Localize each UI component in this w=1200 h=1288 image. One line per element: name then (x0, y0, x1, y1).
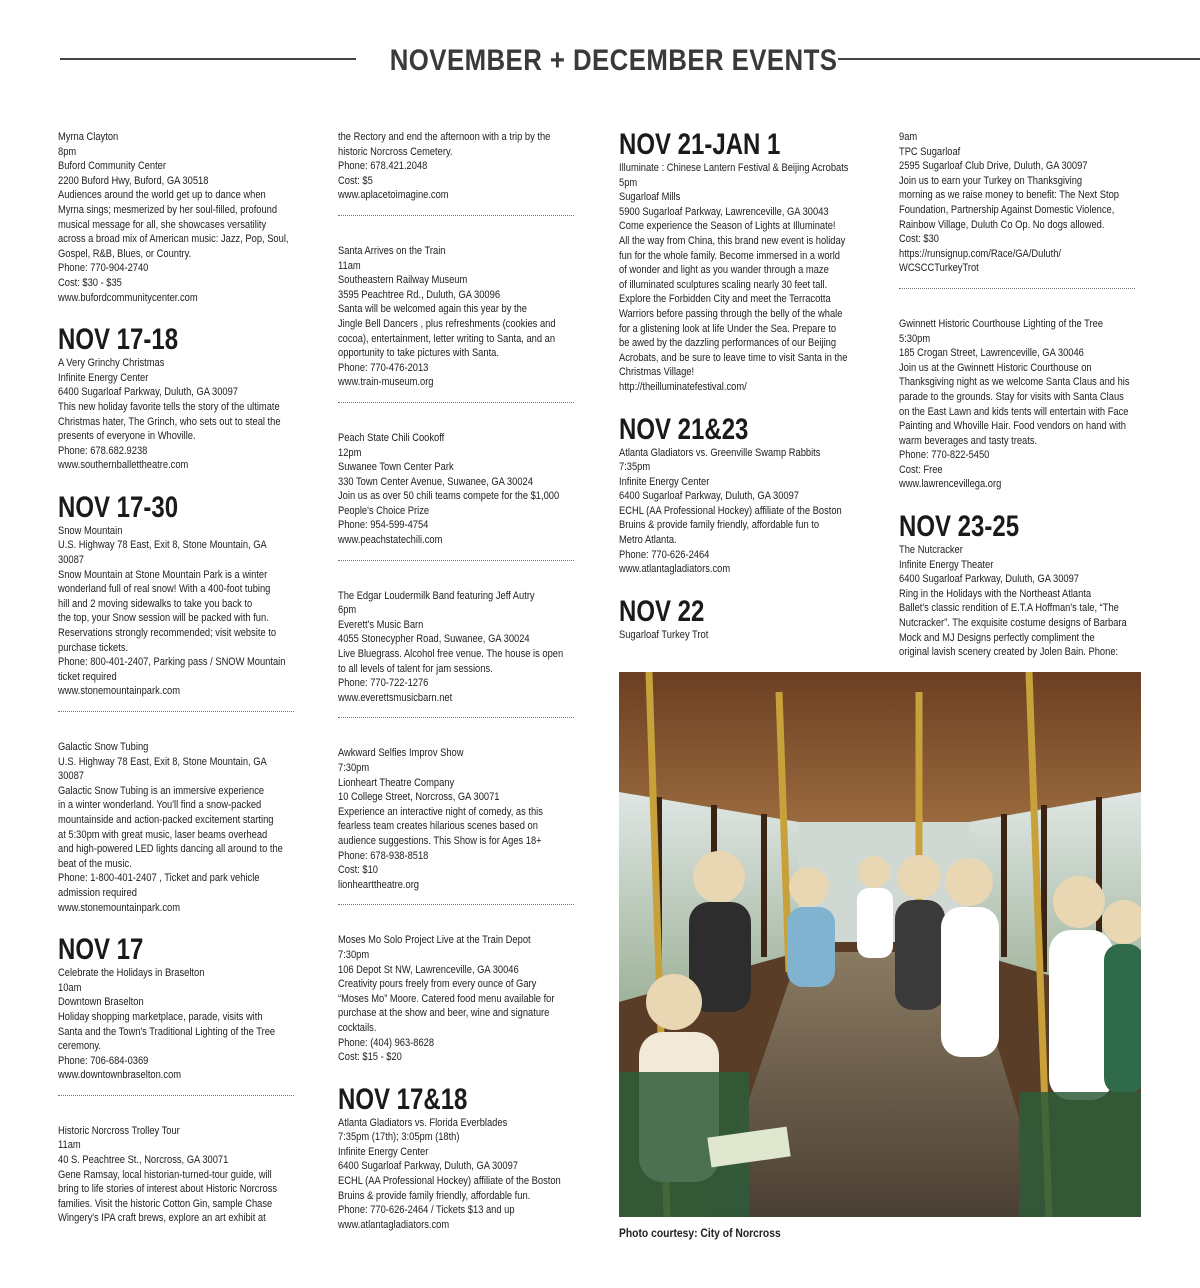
event-detail-line: Thanksgiving night as we welcome Santa Claus and his (899, 376, 1130, 389)
event-detail-line: “Moses Mo” Moore. Catered food menu available for (338, 992, 555, 1005)
event-website-link[interactable]: www.aplacetoimagine.com (338, 189, 449, 202)
event-detail-line: Suwanee Town Center Park (338, 461, 454, 474)
dotted-separator (338, 560, 574, 561)
event-detail-line: Nutcracker”. The exquisite costume designs of Barbara (899, 617, 1127, 630)
event-detail-line: on the East Lawn and kids tents will entertain with Face (899, 405, 1129, 418)
event-detail-line: TPC Sugarloaf (899, 145, 961, 158)
event-website-link[interactable]: www.stonemountainpark.com (58, 901, 181, 914)
event-detail-line: Phone: 800-401-2407, Parking pass / SNOW Mountain (58, 656, 286, 669)
event-detail-line: 10am (58, 981, 82, 994)
event-detail-line: Cost: $10 (338, 864, 378, 877)
event-detail-line: Holiday shopping marketplace, parade, visits with (58, 1010, 263, 1023)
event-detail-line: Bruins & provide family friendly, affordable fun to (619, 519, 820, 532)
event-detail-line: 40 S. Peachtree St., Norcross, GA 30071 (58, 1154, 229, 1167)
event-detail-line: Southeastern Railway Museum (338, 274, 468, 287)
header-rule-right (838, 58, 1200, 60)
event-date-heading: NOV 17 (58, 933, 144, 967)
event-detail-line: All the way from China, this brand new event is holiday (619, 234, 846, 247)
event-detail-line: Awkward Selfies Improv Show (338, 747, 464, 760)
event-block (619, 594, 869, 643)
events-column-4 (899, 130, 1139, 660)
event-detail-line: Santa and the Town's Traditional Lighting of the Tree (58, 1025, 276, 1038)
event-date-heading: NOV 17-30 (58, 490, 179, 524)
event-detail-line: A Very Grinchy Christmas (58, 357, 165, 370)
event-detail-line: of illuminated sculptures scaling nearly 30 feet tall. (619, 278, 828, 291)
event-block (619, 130, 869, 395)
event-detail-line: Illuminate : Chinese Lantern Festival & Beijing Acrobats (619, 162, 849, 174)
event-detail-line: 6pm (338, 604, 357, 617)
event-detail-line: beat of the music. (58, 857, 132, 870)
event-detail-line: Infinite Energy Theater (899, 558, 994, 571)
event-detail-line: purchase tickets. (58, 641, 129, 654)
event-detail-line: Join us as over 50 chili teams compete for the $1,000 (338, 490, 560, 503)
event-detail-line: morning as we raise money to benefit: The Next Stop (899, 189, 1119, 202)
event-detail-line: ticket required (58, 670, 117, 683)
event-detail-line: 7:30pm (338, 948, 370, 961)
events-column-2 (338, 130, 578, 1232)
event-website-link[interactable]: www.atlantagladiators.com (338, 1218, 450, 1231)
event-date-heading: NOV 23-25 (899, 510, 1020, 544)
event-detail-line: 4055 Stonecypher Road, Suwanee, GA 30024 (338, 633, 530, 646)
event-detail-line: Celebrate the Holidays in Braselton (58, 967, 205, 980)
dotted-separator (338, 402, 574, 403)
event-detail-line: Bruins & provide family friendly, affordable fun. (338, 1189, 531, 1202)
event-detail-line: 12pm (338, 446, 362, 459)
event-detail-line: The Edgar Loudermilk Band featuring Jeff Autry (338, 589, 535, 602)
event-detail-line: Phone: 678.682.9238 (58, 444, 148, 457)
event-website-link[interactable]: lionhearttheatre.org (338, 878, 420, 891)
event-block (899, 317, 1139, 492)
event-detail-line: be awed by the dazzling performances of our Beijing (619, 337, 837, 350)
event-detail-line: historic Norcross Cemetery. (338, 145, 453, 158)
event-detail-line: ceremony. (58, 1040, 101, 1053)
event-date-heading: NOV 17-18 (58, 323, 179, 357)
event-detail-line: 5900 Sugarloaf Parkway, Lawrenceville, GA 30043 (619, 205, 829, 218)
event-block (338, 933, 578, 1064)
dotted-separator (338, 717, 574, 718)
event-detail-line: Everett's Music Barn (338, 618, 424, 631)
event-detail-line: Cost: $15 - $20 (338, 1051, 402, 1064)
event-detail-line: 6400 Sugarloaf Parkway, Duluth, GA 30097 (58, 386, 239, 399)
event-detail-line: 6400 Sugarloaf Parkway, Duluth, GA 30097 (899, 573, 1080, 586)
dotted-separator (338, 215, 574, 216)
event-detail-line: in a winter wonderland. You'll find a snow-packed (58, 799, 262, 812)
event-block (58, 130, 298, 305)
event-detail-line: Phone: 678.421.2048 (338, 160, 428, 173)
event-detail-line: to all levels of talent for jam sessions. (338, 662, 493, 675)
event-block (899, 130, 1139, 276)
event-detail-line: 330 Town Center Avenue, Suwanee, GA 30024 (338, 475, 533, 488)
event-date-heading: NOV 17&18 (338, 1082, 468, 1116)
dotted-separator (58, 1095, 294, 1096)
event-detail-line: Phone: 770-822-5450 (899, 449, 990, 462)
event-detail-line: hill and 2 moving sidewalks to take you back to (58, 597, 253, 610)
event-block (58, 1124, 298, 1226)
event-detail-line: of wonder and light as you wander through a maze (619, 264, 829, 277)
event-detail-line: Peach State Chili Cookoff (338, 431, 445, 444)
event-detail-line: 3595 Peachtree Rd., Duluth, GA 30096 (338, 288, 501, 301)
event-detail-line: Downtown Braselton (58, 996, 144, 1009)
event-detail-line: 30087 (58, 554, 84, 567)
event-detail-line: Galactic Snow Tubing (58, 741, 149, 753)
event-detail-line: U.S. Highway 78 East, Exit 8, Stone Mountain, GA (58, 755, 267, 768)
event-detail-line: Snow Mountain at Stone Mountain Park is a winter (58, 568, 268, 581)
event-detail-line: 10 College Street, Norcross, GA 30071 (338, 791, 500, 804)
event-detail-line: Cost: $30 - $35 (58, 276, 122, 289)
event-detail-line: 6400 Sugarloaf Parkway, Duluth, GA 30097 (338, 1160, 519, 1173)
event-detail-line: Ring in the Holidays with the Northeast Atlanta (899, 587, 1092, 600)
event-detail-line: Santa will be welcomed again this year by the (338, 303, 527, 316)
event-detail-line: fun for the whole family. Become immersed in a world (619, 249, 840, 262)
event-detail-line: Gwinnett Historic Courthouse Lighting of the Tree (899, 317, 1104, 330)
event-detail-line: fearless team creates hilarious scenes based on (338, 820, 538, 833)
event-detail-line: Christmas hater, The Grinch, who sets out to steal the (58, 415, 281, 428)
photo-credit: Photo courtesy: City of Norcross (619, 1226, 781, 1240)
event-detail-line: 7:35pm (619, 461, 651, 474)
event-detail-line: audience suggestions. This Show is for Ages 18+ (338, 834, 542, 847)
event-detail-line: at 5:30pm with great music, laser beams overhead (58, 828, 268, 841)
event-detail-line: Live Bluegrass. Alcohol free venue. The house is open (338, 648, 564, 661)
event-detail-line: Cost: Free (899, 463, 943, 476)
event-detail-line: 7:35pm (17th); 3:05pm (18th) (338, 1131, 460, 1144)
event-website-link[interactable]: http://theilluminatefestival.com/ (619, 380, 747, 393)
event-detail-line: admission required (58, 886, 137, 899)
events-column-1 (58, 130, 298, 1226)
event-detail-line: Wingery's IPA craft brews, explore an art exhibit at (58, 1212, 266, 1225)
event-block (58, 325, 298, 473)
event-detail-line: Santa Arrives on the Train (338, 244, 446, 257)
event-detail-line: Gospel, R&B, Blues, or Country. (58, 247, 192, 260)
event-detail-line: 185 Crogan Street, Lawrenceville, GA 30046 (899, 347, 1084, 360)
event-detail-line: Christmas Village! (619, 366, 695, 379)
event-block (338, 1082, 578, 1233)
trolley-tour-photo (619, 672, 1141, 1217)
event-detail-line: original lavish scenery created by Jolen Bain. Phone: (899, 646, 1119, 659)
event-detail-line: Explore the Forbidden City and meet the Terracotta (619, 293, 831, 306)
event-detail-line: purchase at the show and beer, wine and signature (338, 1007, 550, 1020)
event-block (338, 130, 578, 203)
event-website-link[interactable]: https://runsignup.com/Race/GA/Duluth/ (899, 247, 1061, 260)
event-detail-line: Painting and Whoville Hair. Food vendors on hand with (899, 420, 1126, 433)
event-detail-line: Creativity pours freely from every ounce of Gary (338, 978, 537, 991)
event-detail-line: Atlanta Gladiators vs. Greenville Swamp Rabbits (619, 446, 821, 459)
event-detail-line: Phone: 770-904-2740 (58, 262, 149, 275)
event-detail-line: Phone: 1-800-401-2407 , Ticket and park vehicle (58, 872, 260, 885)
event-detail-line: People's Choice Prize (338, 504, 430, 517)
page-header (0, 44, 1200, 94)
event-detail-line: Moses Mo Solo Project Live at the Train Depot (338, 934, 531, 947)
event-detail-line: Phone: 770-476-2013 (338, 361, 429, 374)
event-block (619, 412, 869, 577)
event-detail-line: cocoa), entertainment, letter writing to Santa, and an (338, 332, 556, 345)
event-detail-line: Infinite Energy Center (58, 371, 149, 384)
event-detail-line: 30087 (58, 770, 84, 783)
event-detail-line: Myrna Clayton (58, 131, 119, 143)
event-date-heading: NOV 22 (619, 594, 705, 628)
event-detail-line: for a glistening look at life Under the Sea. Prepare to (619, 322, 837, 335)
event-detail-line: cocktails. (338, 1021, 377, 1034)
event-detail-line: 11am (58, 1139, 81, 1152)
event-detail-line: Cost: $30 (899, 233, 939, 246)
event-detail-line: families. Visit the historic Cotton Gin, sample Chase (58, 1197, 273, 1210)
event-detail-line: the top, your Snow session will be packed with fun. (58, 612, 269, 625)
event-detail-line: Phone: 706-684-0369 (58, 1054, 149, 1067)
event-detail-line: Experience an interactive night of comedy, as this (338, 805, 543, 818)
event-detail-line: Come experience the Season of Lights at Illuminate! (619, 220, 836, 233)
event-detail-line: Mock and MJ Designs perfectly compliment the (899, 631, 1095, 644)
event-detail-line: 2200 Buford Hwy, Buford, GA 30518 (58, 174, 209, 187)
event-detail-line: and high-powered LED lights dancing all around to the (58, 843, 283, 856)
header-rule-left (60, 58, 356, 60)
event-detail-line: The Nutcracker (899, 544, 963, 557)
event-detail-line: Phone: 770-722-1276 (338, 677, 429, 690)
event-detail-line: parade to the grounds. Stay for visits with Santa Claus (899, 390, 1124, 403)
event-block (58, 740, 298, 915)
event-website-link[interactable]: www.peachstatechili.com (338, 534, 443, 547)
event-detail-line: Myrna sings; mesmerized by her soul-filled, profound (58, 203, 278, 216)
event-detail-line: Jingle Bell Dancers , plus refreshments (cookies and (338, 317, 556, 330)
dotted-separator (899, 288, 1135, 289)
event-detail-line: This new holiday favorite tells the story of the ultimate (58, 400, 280, 413)
event-block (58, 490, 298, 699)
event-detail-line: Buford Community Center (58, 160, 166, 173)
event-detail-line: 6400 Sugarloaf Parkway, Duluth, GA 30097 (619, 490, 800, 503)
event-detail-line: Lionheart Theatre Company (338, 776, 455, 789)
event-detail-line: Galactic Snow Tubing is an immersive experience (58, 784, 265, 797)
event-website-link[interactable]: www.lawrencevillega.org (899, 478, 1002, 491)
event-website-link[interactable]: www.bufordcommunitycenter.com (58, 291, 198, 304)
event-detail-line: 5pm (619, 176, 638, 189)
event-block (899, 512, 1139, 660)
event-block (338, 431, 578, 548)
event-detail-line: Join us to earn your Turkey on Thanksgiving (899, 174, 1083, 187)
event-detail-line: Infinite Energy Center (619, 475, 710, 488)
event-detail-line: 2595 Sugarloaf Club Drive, Duluth, GA 30097 (899, 160, 1088, 173)
event-detail-line: 106 Depot St NW, Lawrenceville, GA 30046 (338, 963, 519, 976)
dotted-separator (58, 711, 294, 712)
event-detail-line: warm beverages and tasty treats. (899, 434, 1038, 447)
event-detail-line: Phone: (404) 963-8628 (338, 1036, 435, 1049)
event-block (58, 935, 298, 1083)
event-detail-line: Phone: 770-626-2464 (619, 548, 710, 561)
event-detail-line: Phone: 678-938-8518 (338, 849, 429, 862)
event-website-link[interactable]: www.southernballettheatre.com (58, 459, 189, 472)
event-detail-line: Reservations strongly recommended; visit website to (58, 627, 277, 640)
event-detail-line: Infinite Energy Center (338, 1145, 429, 1158)
event-block (338, 244, 578, 390)
event-detail-line: Metro Atlanta. (619, 534, 677, 547)
event-detail-line: 11am (338, 259, 361, 272)
event-detail-line: 9am (899, 131, 918, 143)
event-detail-line: opportunity to take pictures with Santa. (338, 347, 499, 360)
event-date-heading: NOV 21&23 (619, 412, 749, 446)
event-detail-line: Sugarloaf Mills (619, 191, 681, 204)
event-detail-line: bring to life stories of interest about Historic Norcross (58, 1183, 278, 1196)
event-detail-line: Warriors before passing through the belly of the whale (619, 307, 843, 320)
event-detail-line: Cost: $5 (338, 174, 373, 187)
event-detail-line: Historic Norcross Trolley Tour (58, 1124, 180, 1137)
event-detail-line: wonderland full of real snow! With a 400-foot tubing (58, 583, 271, 596)
event-website-link[interactable]: www.stonemountainpark.com (58, 685, 181, 698)
event-detail-line: Phone: 770-626-2464 / Tickets $13 and up (338, 1204, 515, 1217)
event-detail-line: the Rectory and end the afternoon with a trip by the (338, 131, 551, 143)
event-detail-line: presents of everyone in Whoville. (58, 430, 196, 443)
event-block (338, 746, 578, 892)
event-detail-line: ECHL (AA Professional Hockey) affiliate of the Boston (619, 504, 842, 517)
event-detail-line: Rainbow Village, Duluth Co Op. No dogs allowed. (899, 218, 1105, 231)
event-detail-line: 8pm (58, 145, 77, 158)
event-detail-line: Phone: 954-599-4754 (338, 519, 429, 532)
event-website-link[interactable]: www.everettsmusicbarn.net (338, 691, 453, 704)
event-detail-line: Acrobats, and be sure to leave time to visit Santa in the (619, 351, 848, 364)
event-detail-line: mountainside and action-packed excitement starting (58, 813, 274, 826)
event-detail-line: U.S. Highway 78 East, Exit 8, Stone Mountain, GA (58, 539, 267, 552)
event-detail-line: Sugarloaf Turkey Trot (619, 628, 709, 641)
event-detail-line: Foundation, Partnership Against Domestic Violence, (899, 203, 1115, 216)
event-detail-line: Audiences around the world get up to dance when (58, 189, 266, 202)
event-detail-line: Join us at the Gwinnett Historic Courthouse on (899, 361, 1092, 374)
event-detail-line: 7:30pm (338, 762, 370, 774)
event-website-link[interactable]: www.train-museum.org (338, 376, 434, 389)
event-detail-line: Ballet's classic rendition of E.T.A Hoffman's tale, “The (899, 602, 1119, 615)
event-date-heading: NOV 21-JAN 1 (619, 128, 781, 161)
event-detail-line: Atlanta Gladiators vs. Florida Everblades (338, 1116, 508, 1129)
event-block (338, 589, 578, 706)
event-detail-line: musical message for all, she showcases versatility (58, 218, 267, 231)
event-detail-line: ECHL (AA Professional Hockey) affiliate of the Boston (338, 1175, 561, 1188)
event-detail-line: 5:30pm (899, 332, 931, 345)
event-detail-line: across a broad mix of American music: Jazz, Pop, Soul, (58, 233, 289, 246)
event-detail-line: WCSCCTurkeyTrot (899, 262, 979, 275)
events-column-3 (619, 130, 869, 642)
event-detail-line: Snow Mountain (58, 524, 123, 537)
event-detail-line: Gene Ramsay, local historian-turned-tour guide, will (58, 1168, 272, 1181)
event-website-link[interactable]: www.atlantagladiators.com (619, 563, 731, 576)
event-website-link[interactable]: www.downtownbraselton.com (58, 1069, 182, 1082)
page-title: NOVEMBER + DECEMBER EVENTS (389, 44, 838, 77)
dotted-separator (338, 904, 574, 905)
